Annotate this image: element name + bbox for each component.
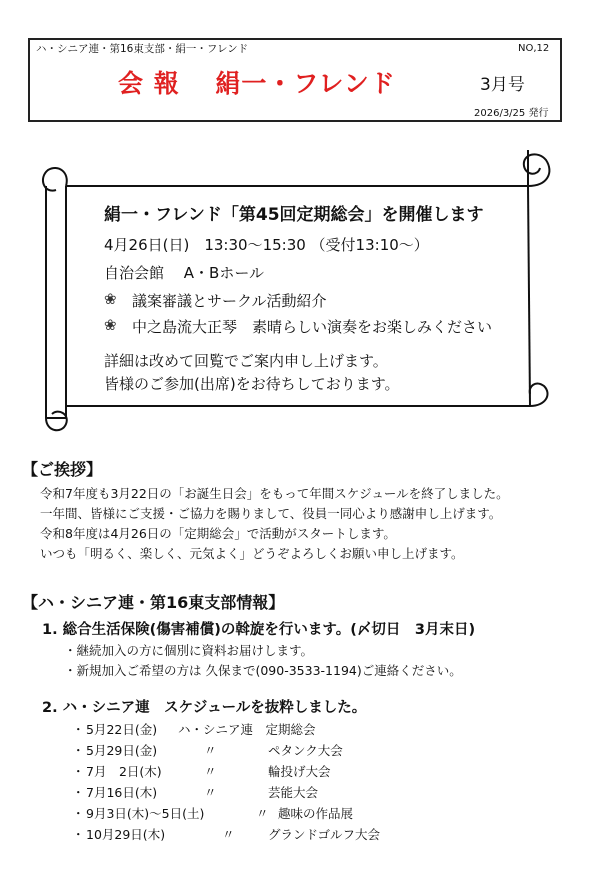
schedule-date: 5月29日(金) [86, 743, 158, 758]
insurance-sub-line: ・新規加入ご希望の方は 久保まで(090-3533-1194)ご連絡ください。 [64, 663, 462, 678]
greeting-line: 令和8年度は4月26日の「定期総会」で活動がスタートします。 [40, 526, 396, 541]
event-detail-1: 詳細は改めて回覧でご案内申し上げます。 [104, 352, 388, 370]
newsletter-title: 会 報 絹一・フレンド [118, 69, 396, 98]
event-bullet-2: 中之島流大正琴 素晴らしい演奏をお楽しみください [132, 318, 493, 336]
insurance-item-title: 1. 総合生活保険(傷害補償)の斡旋を行います。(〆切日 3月末日) [42, 622, 476, 638]
issue-month: 3月号 [480, 75, 525, 95]
schedule-date: 7月 2日(木) [86, 764, 162, 779]
schedule-row: ・ 10月29日(木) 〃 グランドゴルフ大会 [72, 827, 381, 842]
ditto-mark: 〃 [204, 785, 217, 800]
insurance-sub-line: ・継続加入の方に個別に資料お届けします。 [64, 643, 314, 658]
ditto-mark: 〃 [222, 827, 235, 842]
schedule-event: ペタンク大会 [268, 743, 343, 758]
event-bullet-1: 議案審議とサークル活動紹介 [132, 292, 327, 310]
ditto-mark: 〃 [204, 764, 217, 779]
event-title: 絹一・フレンド「第45回定期総会」を開催します [104, 205, 484, 225]
event-datetime: 4月26日(日) 13:30～15:30 （受付13:10～） [104, 236, 429, 254]
schedule-event: 芸能大会 [268, 785, 319, 800]
event-detail-2: 皆様のご参加(出席)をお待ちしております。 [104, 375, 400, 393]
schedule-row: ・ 9月3日(木)～5日(土) 〃 趣味の作品展 [72, 806, 354, 821]
schedule-date: 9月3日(木)～5日(土) [86, 806, 205, 821]
greeting-line: 一年間、皆様にご支援・ご協力を賜りまして、役員一同心より感謝申し上げます。 [40, 506, 502, 521]
schedule-event: グランドゴルフ大会 [268, 827, 381, 842]
schedule-event: ハ・シニア連 定期総会 [178, 722, 316, 737]
schedule-event: 輪投げ大会 [268, 764, 331, 779]
schedule-date: 5月22日(金) [86, 722, 158, 737]
schedule-item-title: 2. ハ・シニア連 スケジュールを抜粋しました。 [42, 700, 367, 716]
schedule-row: ・ 5月29日(金) 〃 ペタンク大会 [72, 743, 343, 758]
event-venue: 自治会館 A・Bホール [104, 264, 265, 282]
issue-number: NO,12 [518, 43, 550, 54]
flower-icon: ❀ [104, 290, 117, 308]
schedule-row: ・ 7月 2日(木) 〃 輪投げ大会 [72, 764, 331, 779]
schedule-event: 趣味の作品展 [278, 806, 354, 821]
greeting-heading: 【ご挨拶】 [22, 460, 103, 479]
org-line: ハ・シニア連・第16東支部・絹一・フレンド [36, 43, 249, 55]
ditto-mark: 〃 [204, 743, 217, 758]
ditto-mark: 〃 [256, 806, 269, 821]
issue-date: 2026/3/25 発行 [474, 108, 549, 119]
flower-icon: ❀ [104, 316, 117, 334]
schedule-date: 7月16日(木) [86, 785, 158, 800]
greeting-line: いつも「明るく、楽しく、元気よく」どうぞよろしくお願い申し上げます。 [40, 546, 464, 561]
greeting-line: 令和7年度も3月22日の「お誕生日会」をもって年間スケジュールを終了しました。 [40, 486, 509, 501]
schedule-row: ・ 7月16日(木) 〃 芸能大会 [72, 785, 319, 800]
schedule-row: ・ 5月22日(金) ハ・シニア連 定期総会 [72, 722, 316, 737]
schedule-date: 10月29日(木) [86, 827, 166, 842]
branch-info-heading: 【ハ・シニア連・第16東支部情報】 [22, 593, 285, 612]
